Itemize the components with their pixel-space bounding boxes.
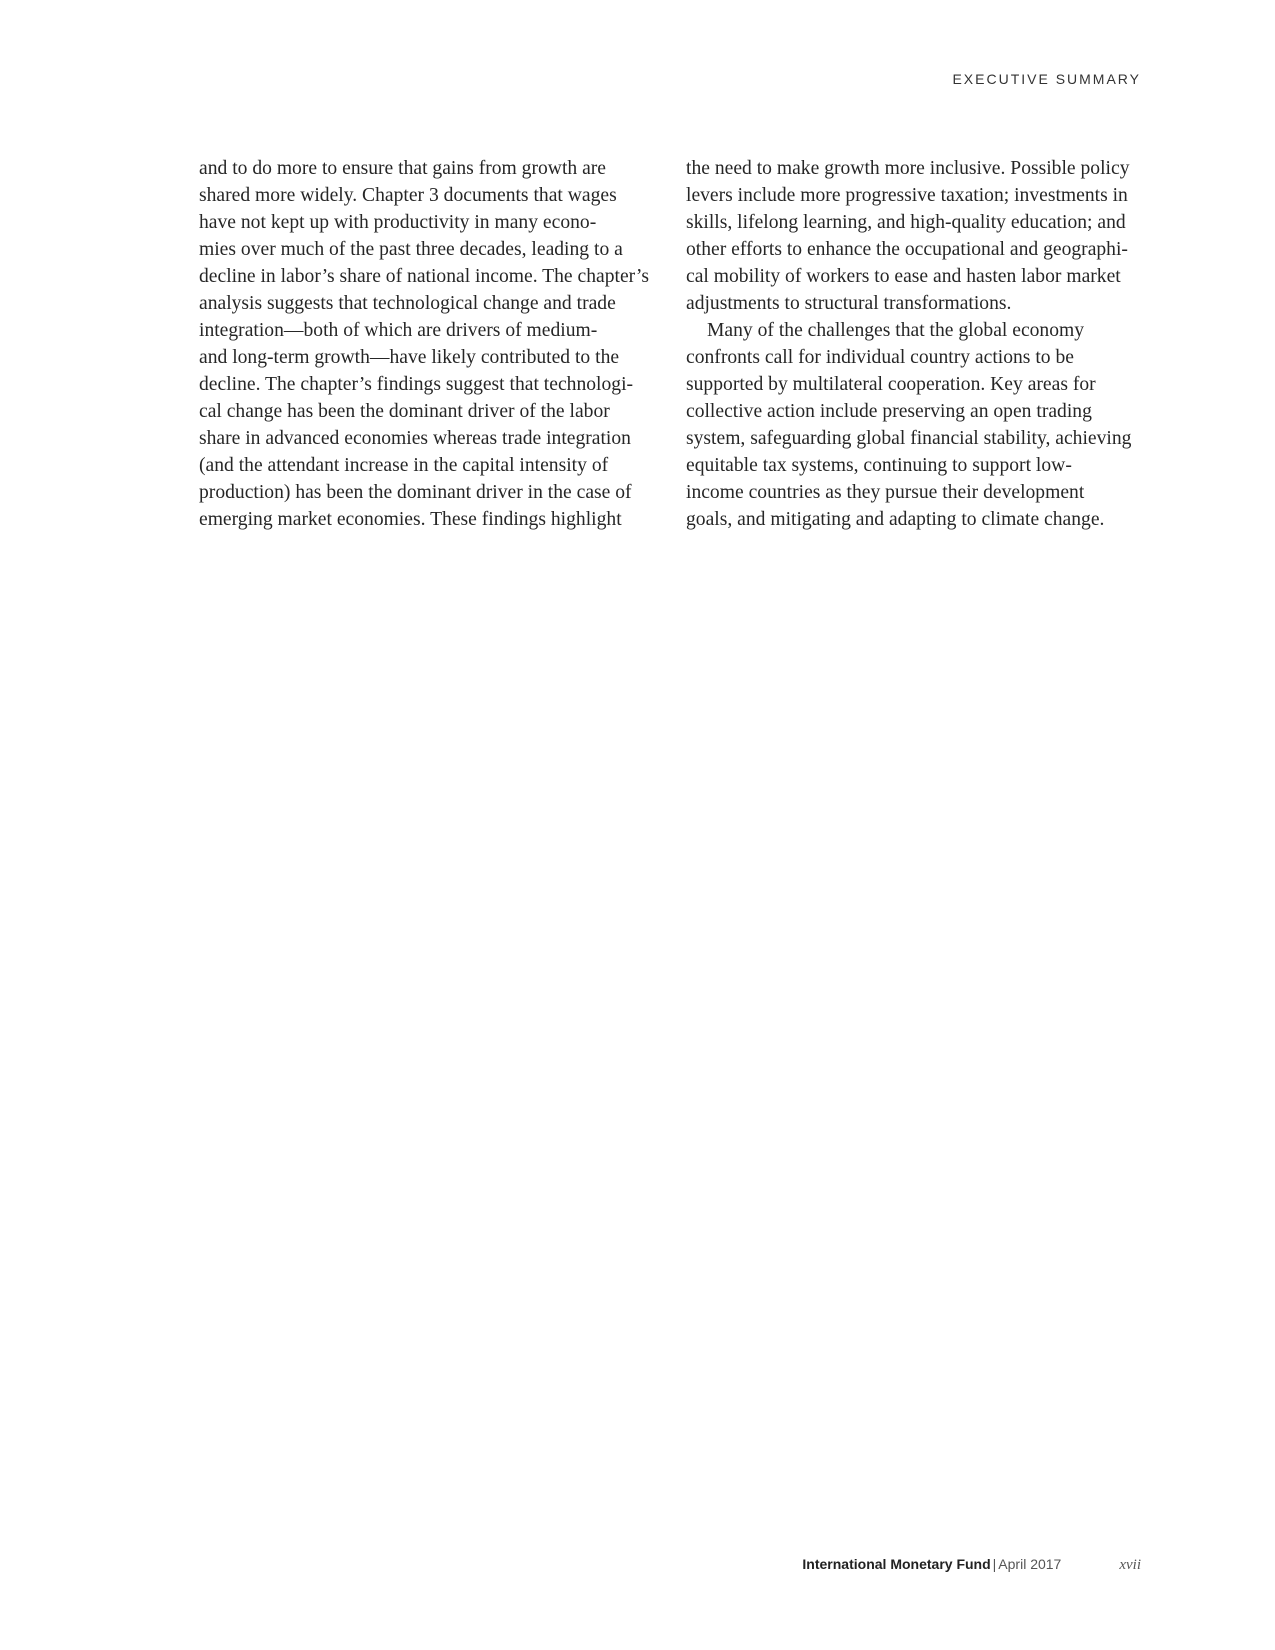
text-line: and long-term growth—have likely contributed to the xyxy=(199,347,620,368)
text-line: shared more widely. Chapter 3 documents that wages xyxy=(199,185,617,206)
text-line: production) has been the dominant driver in the case of xyxy=(199,482,632,503)
text-line: adjustments to structural transformations. xyxy=(686,293,1012,314)
text-line: emerging market economies. These findings highlight xyxy=(199,509,622,530)
text-line: analysis suggests that technological change and trade xyxy=(199,293,616,314)
text-line: integration—both of which are drivers of medium- xyxy=(199,320,598,341)
right-column xyxy=(686,155,1141,533)
page-number: xvii xyxy=(1119,1557,1141,1573)
running-head: EXECUTIVE SUMMARY xyxy=(952,71,1141,87)
text-line: decline in labor’s share of national income. The chapter’s xyxy=(199,266,649,287)
text-line: income countries as they pursue their development xyxy=(686,482,1085,503)
text-line: cal mobility of workers to ease and hasten labor market xyxy=(686,266,1121,287)
footer-date: April 2017 xyxy=(998,1556,1062,1572)
text-line: share in advanced economies whereas trade integration xyxy=(199,428,631,449)
text-line: other efforts to enhance the occupational and geographi- xyxy=(686,239,1128,260)
footer-organization: International Monetary Fund xyxy=(802,1556,991,1572)
text-line: equitable tax systems, continuing to support low- xyxy=(686,455,1072,476)
text-line: goals, and mitigating and adapting to climate change. xyxy=(686,509,1105,530)
text-line: collective action include preserving an open trading xyxy=(686,401,1092,422)
text-line: system, safeguarding global financial stability, achieving xyxy=(686,428,1132,449)
text-line: and to do more to ensure that gains from growth are xyxy=(199,158,607,179)
text-line: Many of the challenges that the global economy xyxy=(707,320,1085,341)
text-line: mies over much of the past three decades, leading to a xyxy=(199,239,623,260)
paragraph xyxy=(686,155,1141,317)
paragraph xyxy=(686,317,1141,533)
footer-separator: | xyxy=(992,1556,997,1572)
page-footer xyxy=(802,1556,1141,1574)
text-line: the need to make growth more inclusive. Possible policy xyxy=(686,158,1130,179)
text-line: cal change has been the dominant driver of the labor xyxy=(199,401,610,422)
text-line: decline. The chapter’s findings suggest that technologi- xyxy=(199,374,634,395)
text-line: supported by multilateral cooperation. Key areas for xyxy=(686,374,1096,395)
text-line: confronts call for individual country actions to be xyxy=(686,347,1074,368)
text-line: (and the attendant increase in the capital intensity of xyxy=(199,455,609,476)
text-line: have not kept up with productivity in many econo- xyxy=(199,212,597,233)
text-line: skills, lifelong learning, and high-quality education; and xyxy=(686,212,1126,233)
left-column xyxy=(199,155,654,533)
text-line: levers include more progressive taxation; investments in xyxy=(686,185,1128,206)
